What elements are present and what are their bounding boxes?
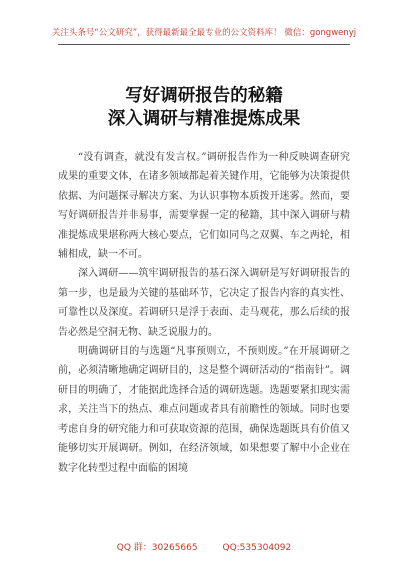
paragraph: 深入调研——筑牢调研报告的基石深入调研是写好调研报告的第一步，也是最为关键的基础环节，它决定了报告内容的真实性、可靠性以及深度。若调研只是浮于表面、走马观花，那么后续的报告必然是空洞无物、缺乏说服力的。	[58, 268, 350, 338]
paragraph: 明确调研目的与选题“凡事预则立，不预则废。”在开展调研之前，必须清晰地确定调研目的，这是整个调研活动的“指南针”。调研目的明确了，才能据此选择合适的调研选题。选题要紧扣现实需求，关注当下的热点、难点问题或者具有前瞻性的领域。同时也要考虑自身的研究能力和可获取资源的范围，确保选题既具有价值又能够切实开展调研。例如，在经济领域，如果想要了解中小企业在数字化转型过程中面临的困境	[58, 346, 350, 474]
paragraph: “没有调查，就没有发言权。”调研报告作为一种反映调查研究成果的重要文体，在诸多领域都起着关键作用，它能够为决策提供依据、为问题探寻解决方案、为认识事物本质拨开迷雾。然而，要写好调研报告并非易事，需要掌握一定的秘籍，其中深入调研与精准提炼成果堪称两大核心要点，它们如同鸟之双翼、车之两轮，相辅相成，缺一不可。	[58, 152, 350, 261]
page-header: 关注头条号“公文研究”，获得最新最全最专业的公文资料库！ 微信：gongwenyj	[51, 28, 357, 38]
document-title: 写好调研报告的秘籍	[125, 86, 283, 106]
footer-qq-group: QQ 群：30265665	[116, 543, 198, 553]
footer-qq: QQ:535304092	[222, 543, 292, 553]
page-footer	[0, 540, 408, 553]
document-subtitle: 深入调研与精准提炼成果	[107, 109, 301, 129]
document-body	[58, 148, 350, 478]
header-divider	[58, 44, 350, 45]
